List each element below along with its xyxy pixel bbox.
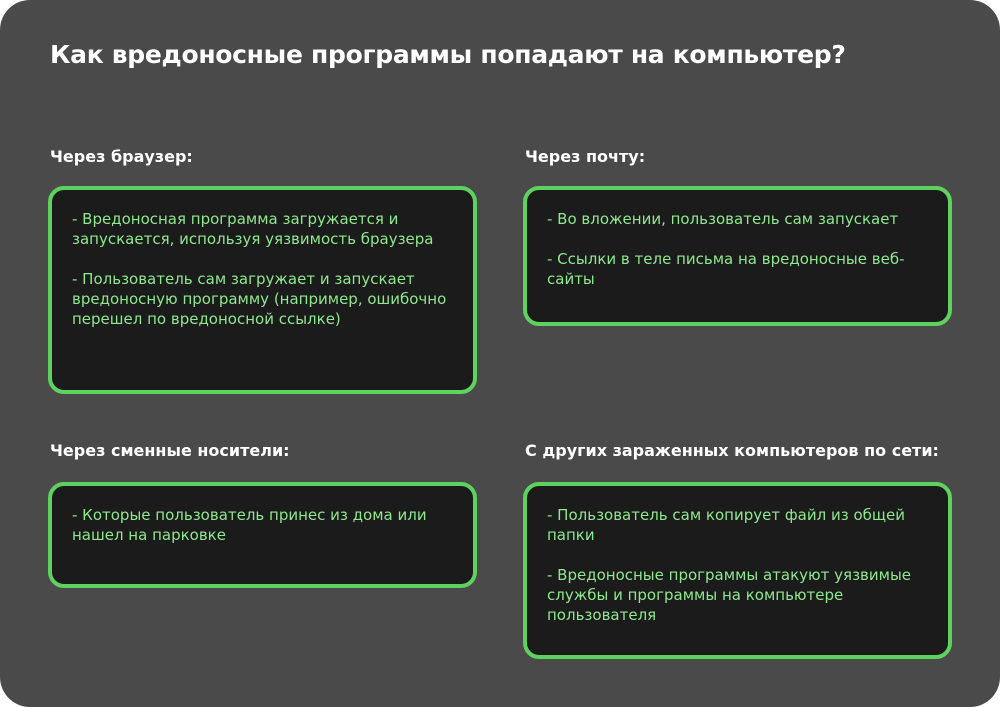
list-item: - Вредоносные программы атакуют уязвимые службы и программы на компьютере пользователя [547,566,912,624]
list-item: - Пользователь сам копирует файл из общей папки [547,506,906,544]
section-box-removable-media [48,482,477,588]
list-item: - Вредоносная программа загружается и запускается, используя уязвимость браузера [72,210,434,248]
section-heading-mail: Через почту: [525,147,646,166]
list-item: - Во вложении, пользователь сам запускает [547,210,899,228]
list-item: - Пользователь сам загружает и запускает вредоносную программу (например, ошибочно перешел по вредоносной ссылке) [72,270,447,328]
list-item: - Которые пользователь принес из дома или нашел на парковке [72,506,427,544]
section-heading-removable-media: Через сменные носители: [50,441,290,460]
section-heading-network: С других зараженных компьютеров по сети: [525,441,939,460]
section-box-browser [48,186,477,394]
section-box-network [523,482,952,659]
page-title: Как вредоносные программы попадают на компьютер? [50,40,846,69]
section-box-mail [523,186,952,326]
list-item: - Ссылки в теле письма на вредоносные веб-сайты [547,250,905,288]
section-heading-browser: Через браузер: [50,147,193,166]
